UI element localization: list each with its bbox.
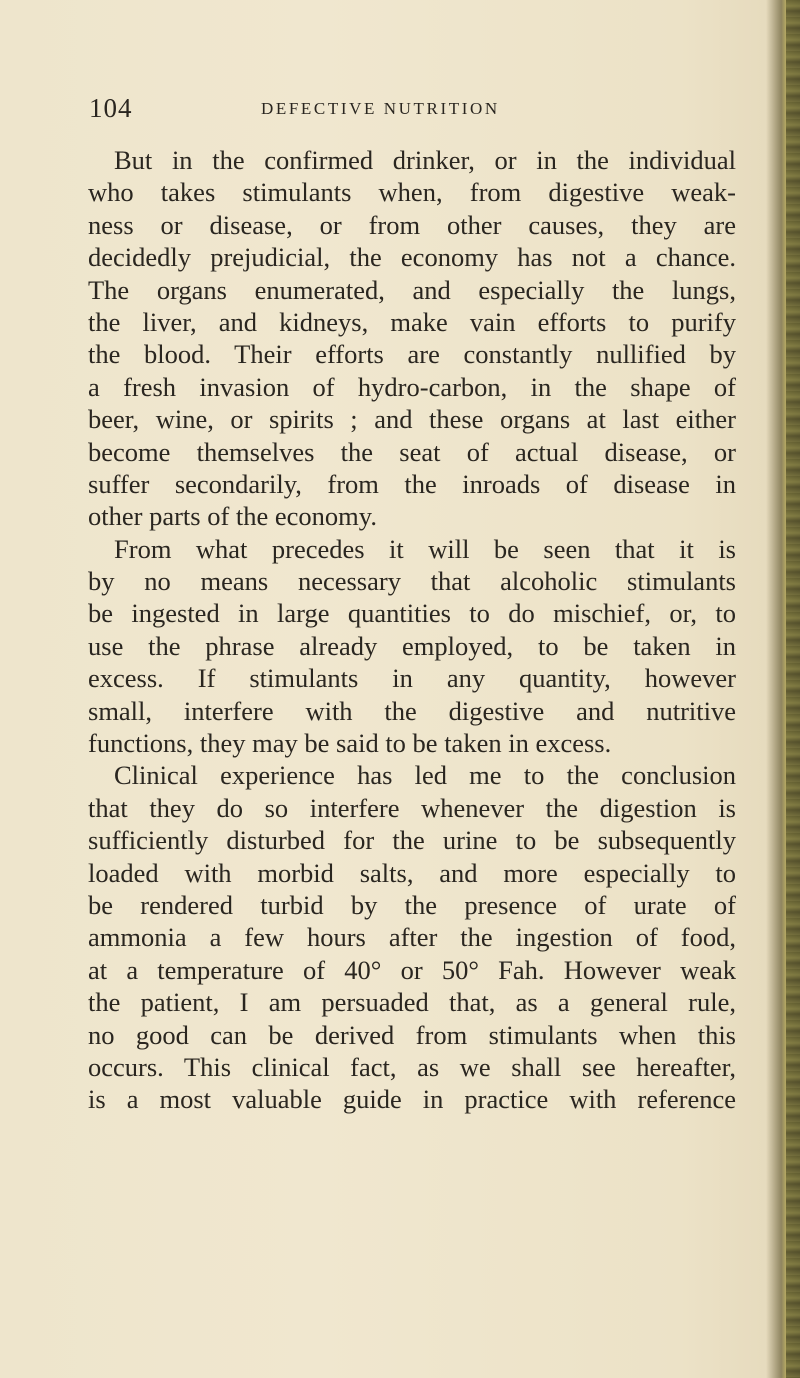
text-line: decidedly prejudicial, the economy has not a chance.	[88, 242, 736, 273]
text-line: other parts of the economy.	[88, 501, 377, 532]
text-line: small, interfere with the digestive and nutritive	[88, 695, 736, 726]
text-line: the blood. Their efforts are constantly nullified by	[88, 339, 736, 370]
text-line: sufficiently disturbed for the urine to be subsequently	[88, 825, 736, 856]
text-line: no good can be derived from stimulants when this	[88, 1019, 736, 1050]
text-line: who takes stimulants when, from digestive weak-	[88, 177, 736, 208]
text-line: a fresh invasion of hydro-carbon, in the shape of	[88, 371, 736, 402]
text-line: Clinical experience has led me to the conclusion	[114, 760, 736, 791]
running-head: DEFECTIVE NUTRITION	[261, 99, 500, 118]
page-edge-shadow	[766, 0, 800, 1378]
text-line: use the phrase already employed, to be taken in	[88, 630, 736, 661]
text-line: by no means necessary that alcoholic stimulants	[88, 566, 736, 597]
text-line: From what precedes it will be seen that it is	[114, 533, 736, 564]
text-line: But in the confirmed drinker, or in the individual	[114, 145, 736, 175]
text-line: is a most valuable guide in practice with reference	[88, 1084, 736, 1115]
text-line: suffer secondarily, from the inroads of disease in	[88, 468, 736, 499]
text-line: at a temperature of 40° or 50° Fah. However weak	[88, 954, 736, 985]
text-line: beer, wine, or spirits ; and these organs at last either	[88, 404, 736, 435]
text-line: loaded with morbid salts, and more especially to	[88, 857, 736, 888]
text-line: the patient, I am persuaded that, as a general rule,	[88, 987, 736, 1018]
text-line: be rendered turbid by the presence of urate of	[88, 889, 736, 920]
text-line: the liver, and kidneys, make vain efforts to purify	[88, 306, 736, 337]
text-line: occurs. This clinical fact, as we shall see hereafter,	[88, 1051, 736, 1082]
text-line: functions, they may be said to be taken in excess.	[88, 728, 612, 759]
text-line: be ingested in large quantities to do mischief, or, to	[88, 598, 736, 629]
body-text	[88, 144, 736, 1116]
text-line: ness or disease, or from other causes, they are	[88, 209, 736, 240]
text-line: that they do so interfere whenever the digestion is	[88, 792, 736, 823]
text-line: become themselves the seat of actual disease, or	[88, 436, 736, 467]
text-line: ammonia a few hours after the ingestion of food,	[88, 922, 736, 953]
text-line: excess. If stimulants in any quantity, however	[88, 663, 736, 694]
page-header	[89, 93, 729, 127]
text-line: The organs enumerated, and especially the lungs,	[88, 274, 736, 305]
page-number: 104	[89, 93, 133, 123]
